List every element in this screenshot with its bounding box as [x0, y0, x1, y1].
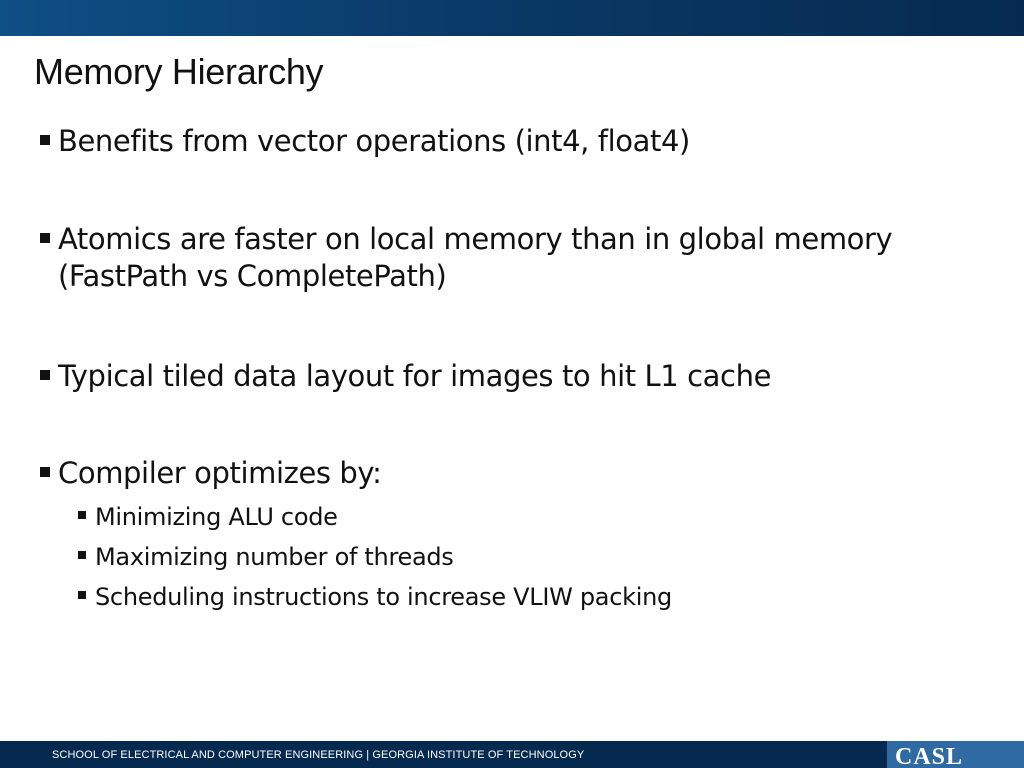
square-bullet-icon	[40, 370, 50, 380]
bullet-item	[40, 221, 892, 295]
bullet-text: Benefits from vector operations (int4, float4)	[58, 124, 690, 158]
sub-bullet-item	[78, 581, 672, 613]
sub-bullet-item	[78, 541, 454, 573]
bullet-text-line: Atomics are faster on local memory than in global memory	[58, 222, 893, 256]
square-bullet-icon	[40, 135, 50, 145]
footer-institution-text: SCHOOL OF ELECTRICAL AND COMPUTER ENGINEERING | GEORGIA INSTITUTE OF TECHNOLOGY	[52, 749, 585, 761]
bullet-text: Compiler optimizes by:	[58, 456, 382, 490]
slide-title: Memory Hierarchy	[34, 51, 324, 92]
bullet-item	[40, 358, 771, 395]
sub-bullet-text: Minimizing ALU code	[95, 503, 338, 531]
bullet-item	[40, 123, 690, 160]
sub-bullet-item	[78, 501, 338, 533]
sub-bullet-text: Maximizing number of threads	[95, 543, 454, 571]
square-bullet-icon	[78, 551, 86, 559]
bullet-text: Typical tiled data layout for images to hit L1 cache	[58, 359, 772, 393]
casl-logo	[887, 741, 1024, 768]
bullet-text-line: (FastPath vs CompletePath)	[58, 259, 447, 293]
header-bar	[0, 0, 1024, 36]
footer-bar	[0, 741, 1024, 768]
sub-bullet-text: Scheduling instructions to increase VLIW packing	[95, 583, 672, 611]
bullet-text	[58, 221, 892, 295]
square-bullet-icon	[40, 467, 50, 477]
square-bullet-icon	[78, 591, 86, 599]
square-bullet-icon	[78, 511, 86, 519]
square-bullet-icon	[40, 233, 50, 243]
casl-logo-text: CASL	[895, 744, 964, 768]
bullet-item	[40, 455, 381, 492]
